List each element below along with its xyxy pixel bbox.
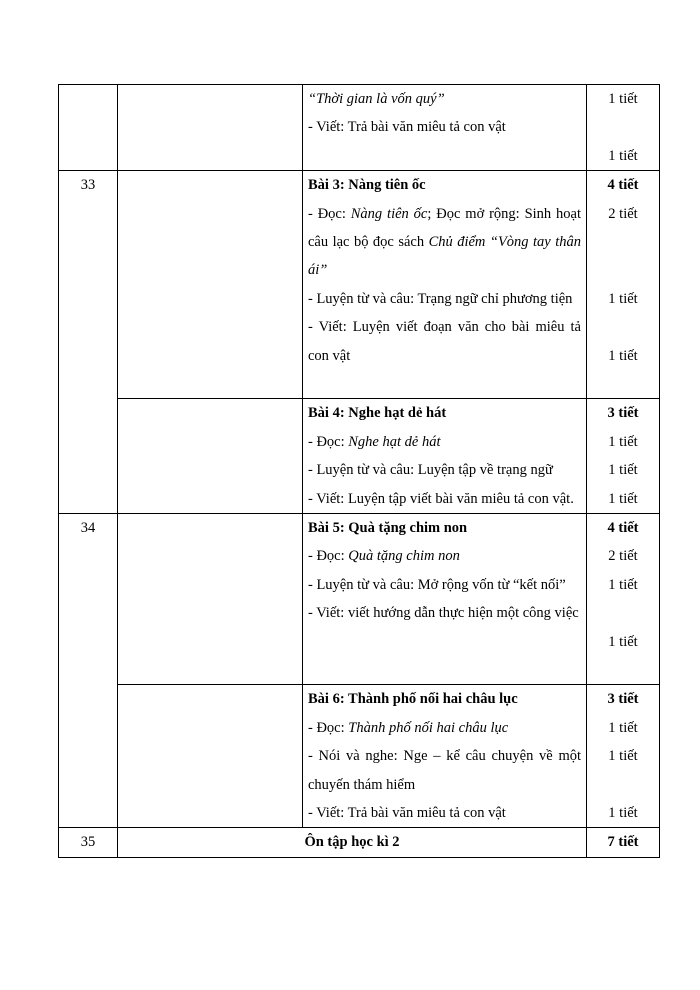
period-value: 1 tiết xyxy=(608,490,638,507)
period-value: 2 tiết xyxy=(608,205,638,222)
table-row xyxy=(59,85,660,171)
periods-cell xyxy=(587,685,660,828)
lesson-line: - Viết: Trả bài văn miêu tả con vật xyxy=(308,805,506,822)
period-value: 1 tiết xyxy=(608,719,638,736)
lesson-line: - Luyện từ và câu: Mở rộng vốn từ “kết nối” xyxy=(308,576,566,593)
lesson-cell xyxy=(303,85,587,171)
period-total: 3 tiết xyxy=(607,691,639,708)
table-row xyxy=(59,171,660,399)
lesson-plan-table xyxy=(58,84,660,858)
lesson-line: - Viết: Luyện viết đoạn văn cho bài miêu tả con vật xyxy=(308,319,581,364)
period-value: 1 tiết xyxy=(608,576,638,593)
lesson-line: - Luyện từ và câu: Trạng ngữ chỉ phương tiện xyxy=(308,290,573,307)
lesson-line: - Đọc: Nàng tiên ốc; Đọc mở rộng: Sinh hoạt câu lạc bộ đọc sách Chủ điểm “Vòng tay thân ái” xyxy=(308,205,582,279)
period-value: 1 tiết xyxy=(608,347,638,364)
period-value: 1 tiết xyxy=(608,462,638,479)
lesson-cell xyxy=(303,514,587,685)
lesson-title: Bài 4: Nghe hạt dẻ hát xyxy=(308,405,447,422)
period-value: 1 tiết xyxy=(608,91,638,107)
period-total: 7 tiết xyxy=(607,834,639,851)
lesson-title: Bài 5: Quà tặng chim non xyxy=(308,520,468,537)
lesson-line: - Viết: viết hướng dẫn thực hiện một công việc xyxy=(308,605,579,622)
period-value: 1 tiết xyxy=(608,290,638,307)
lesson-cell xyxy=(303,399,587,514)
period-total: 3 tiết xyxy=(607,405,639,422)
lesson-line: - Luyện từ và câu: Luyện tập về trạng ngữ xyxy=(308,462,553,479)
period-value: 1 tiết xyxy=(608,633,638,650)
lesson-cell xyxy=(303,171,587,399)
period-total: 4 tiết xyxy=(607,520,639,537)
periods-cell xyxy=(587,85,660,171)
lesson-line: - Đọc: Quà tặng chim non xyxy=(308,548,460,565)
period-value: 1 tiết xyxy=(608,433,638,450)
week-cell: 33 xyxy=(59,171,118,514)
table-row xyxy=(59,399,660,514)
lesson-line: - Viết: Luyện tập viết bài văn miêu tả con vật. xyxy=(308,490,574,507)
topic-cell xyxy=(118,85,303,171)
lesson-title: Bài 6: Thành phố nối hai châu lục xyxy=(308,691,518,708)
lesson-line: - Đọc: Nghe hạt dẻ hát xyxy=(308,433,441,450)
period-value: 1 tiết xyxy=(608,804,638,821)
periods-cell xyxy=(587,828,660,857)
table-row xyxy=(59,514,660,685)
topic-cell xyxy=(118,171,303,399)
review-cell: Ôn tập học kì 2 xyxy=(118,828,587,857)
table-row xyxy=(59,828,660,857)
periods-cell xyxy=(587,514,660,685)
lesson-title: Bài 3: Nàng tiên ốc xyxy=(308,177,426,194)
week-cell xyxy=(59,85,118,171)
table-row xyxy=(59,685,660,828)
period-value: 1 tiết xyxy=(608,748,638,765)
period-value: 2 tiết xyxy=(608,548,638,565)
topic-cell xyxy=(118,685,303,828)
lesson-line: - Đọc: Thành phố nối hai châu lục xyxy=(308,719,509,736)
period-total: 4 tiết xyxy=(607,177,639,194)
week-cell: 34 xyxy=(59,514,118,828)
periods-cell xyxy=(587,171,660,399)
topic-cell xyxy=(118,399,303,514)
topic-cell xyxy=(118,514,303,685)
period-value: 1 tiết xyxy=(608,147,638,164)
week-cell: 35 xyxy=(59,828,118,857)
periods-cell xyxy=(587,399,660,514)
lesson-line: “Thời gian là vốn quý” xyxy=(308,91,445,107)
lesson-cell xyxy=(303,685,587,828)
lesson-line: - Nói và nghe: Nge – kể câu chuyện về một chuyến thám hiểm xyxy=(308,748,581,793)
lesson-line: - Viết: Trả bài văn miêu tả con vật xyxy=(308,119,506,136)
